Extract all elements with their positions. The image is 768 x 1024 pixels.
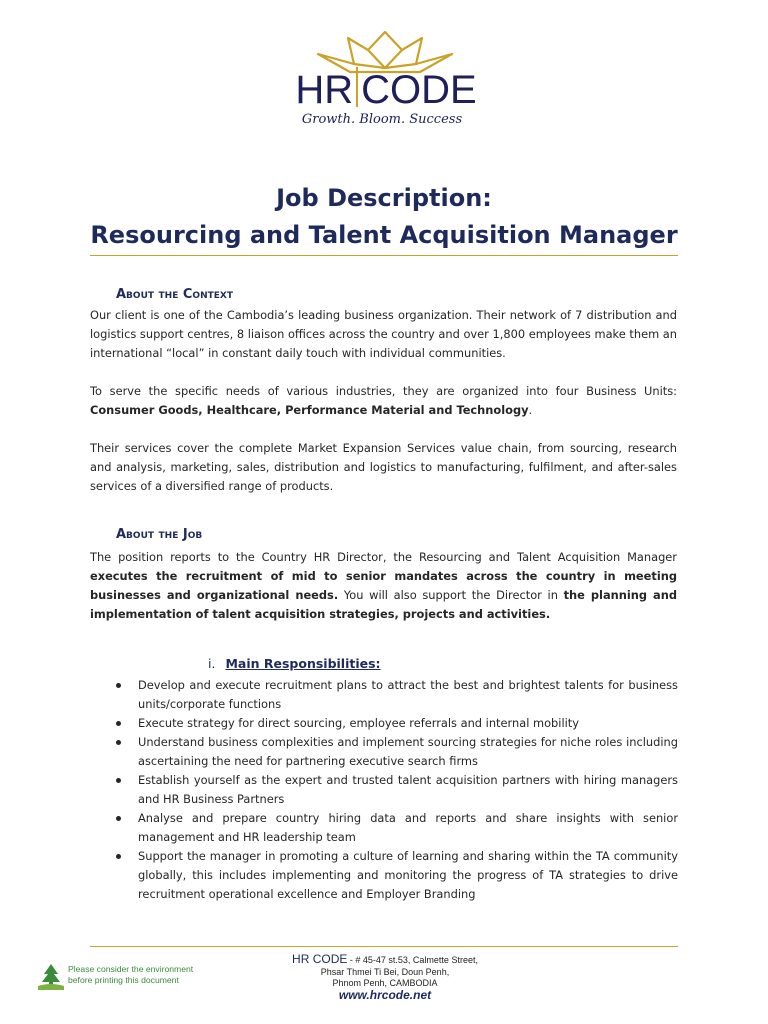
context-paragraph-3: Their services cover the complete Market Expansion Services value chain, from sourcing, research and analysis, marketing, sales, distribution and logistics to manufacturing, fulfilment, and after-sales services of a diversified range of products. bbox=[90, 441, 677, 493]
list-item-text: Support the manager in promoting a culture of learning and sharing within the TA community globally, this includes implementing and monitoring the progress of TA strategies to drive recruitment operational excellence and Employer Branding bbox=[138, 849, 678, 901]
logo-divider bbox=[356, 67, 358, 107]
list-item-text: Understand business complexities and implement sourcing strategies for niche roles including ascertaining the need for partnering executive search firms bbox=[138, 735, 678, 768]
bullet-icon bbox=[116, 816, 121, 821]
context-p2-end: . bbox=[528, 403, 533, 417]
bullet-icon bbox=[116, 740, 121, 745]
address-line-1 bbox=[260, 954, 510, 967]
footer-brand: HR CODE bbox=[292, 952, 348, 966]
context-p2-text: To serve the specific needs of various industries, they are organized into four Business Units: bbox=[90, 384, 677, 398]
eco-notice bbox=[36, 960, 206, 994]
list-item bbox=[112, 847, 678, 904]
logo-wordmark bbox=[294, 66, 478, 114]
eco-line-1: Please consider the environment bbox=[68, 964, 194, 974]
logo-hr: HR bbox=[295, 68, 354, 112]
job-text-2: You will also support the Director in bbox=[338, 588, 564, 602]
tree-icon bbox=[36, 962, 66, 992]
bullet-icon bbox=[116, 683, 121, 688]
eco-line-2: before printing this document bbox=[68, 975, 179, 985]
context-heading: About the Context bbox=[116, 287, 233, 302]
job-bold-2: the planning and implementation of talent acquisition strategies, projects and activities. bbox=[90, 588, 677, 621]
context-paragraph-1: Our client is one of the Cambodia’s leading business organization. Their network of 7 distribution and logistics support centres, 8 liaison offices across the country and over 1,800 employees make them an international “local” in constant daily touch with individual communities. bbox=[90, 308, 677, 360]
address-street: - # 45-47 st.53, Calmette Street, bbox=[347, 955, 478, 965]
list-item bbox=[112, 809, 678, 847]
job-heading: About the Job bbox=[116, 527, 203, 542]
address-line-3: Phnom Penh, CAMBODIA bbox=[332, 978, 438, 988]
list-item bbox=[112, 676, 678, 714]
job-paragraph bbox=[90, 548, 677, 624]
job-bold-1: executes the recruitment of mid to senior mandates across the country in meeting businesses and organizational needs. bbox=[90, 569, 677, 602]
list-item bbox=[112, 771, 678, 809]
hrcode-logo bbox=[290, 24, 480, 134]
eco-text bbox=[68, 964, 208, 986]
responsibilities-label: Main Responsibilities: bbox=[225, 656, 381, 671]
bullet-icon bbox=[116, 721, 121, 726]
context-paragraph-2 bbox=[90, 382, 677, 420]
address-line-2: Phsar Thmei Ti Bei, Doun Penh, bbox=[320, 966, 450, 977]
list-item-text: Execute strategy for direct sourcing, employee referrals and internal mobility bbox=[138, 716, 579, 730]
page-subtitle: Resourcing and Talent Acquisition Manager bbox=[90, 221, 678, 249]
logo-tagline: Growth. Bloom. Success bbox=[301, 112, 463, 127]
list-item-text: Establish yourself as the expert and trusted talent acquisition partners with hiring managers and HR Business Partners bbox=[138, 773, 678, 806]
list-item-text: Analyse and prepare country hiring data and reports and share insights with senior management and HR leadership team bbox=[138, 811, 678, 844]
bullet-icon bbox=[116, 778, 121, 783]
list-item bbox=[112, 733, 678, 771]
list-item bbox=[112, 714, 678, 733]
page-title: Job Description: bbox=[276, 184, 492, 212]
footer-address bbox=[260, 954, 510, 1001]
context-p2-units: Consumer Goods, Healthcare, Performance Material and Technology bbox=[90, 403, 529, 417]
job-text-1: The position reports to the Country HR Director, the Resourcing and Talent Acquisition Manager bbox=[90, 550, 677, 564]
website-link[interactable]: www.hrcode.net bbox=[338, 987, 432, 1002]
responsibilities-list bbox=[112, 676, 678, 904]
bullet-icon bbox=[116, 854, 121, 859]
responsibilities-heading bbox=[208, 656, 381, 671]
logo-code: CODE bbox=[361, 68, 477, 112]
footer-divider bbox=[90, 946, 678, 947]
responsibilities-number: i. bbox=[208, 656, 216, 671]
list-item-text: Develop and execute recruitment plans to attract the best and brightest talents for business units/corporate functions bbox=[138, 678, 678, 711]
title-divider bbox=[90, 255, 678, 256]
